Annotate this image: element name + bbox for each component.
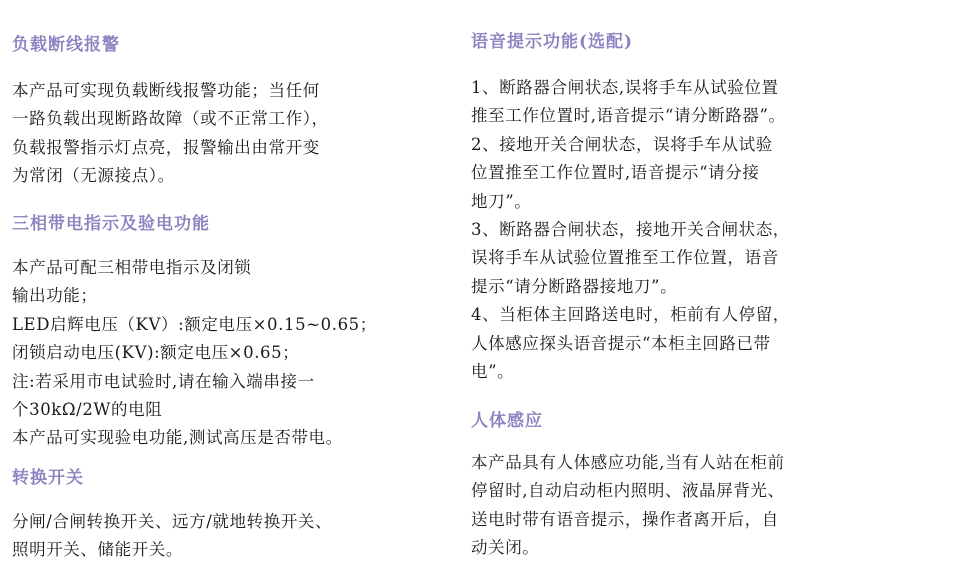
section-body-sensing [471, 409, 911, 563]
section-body-three-phase [12, 254, 432, 453]
section-body-voice [471, 74, 911, 386]
section-switch [12, 466, 432, 565]
text-line: 负载报警指示灯点亮，报警输出由常开变 [12, 137, 320, 157]
text-line: 电”。 [471, 361, 515, 381]
text-line: 误将手车从试验位置推至工作位置，语音 [471, 248, 779, 268]
section-title-load-alarm: 负载断线报警 [12, 35, 120, 55]
text-line: 地刀”。 [471, 191, 532, 211]
text-line: 1、断路器合闸状态,误将手车从试验位置 [471, 78, 779, 97]
section-body-switch [12, 508, 432, 565]
text-line: 3、断路器合闸状态，接地开关合闸状态， [471, 219, 790, 239]
text-line: 为常闭（无源接点）。 [12, 166, 175, 186]
text-line: 注:若采用市电试验时,请在输入端串接一 [12, 371, 315, 391]
text-line: 闭锁启动电压(KV):额定电压×0.65； [12, 343, 300, 363]
section-title-three-phase: 三相带电指示及验电功能 [12, 214, 210, 234]
text-line: 停留时,自动启动柜内照明、液晶屏背光、 [471, 481, 785, 501]
text-line: 个30kΩ/2W的电阻 [12, 399, 163, 419]
section-body-body-sensing [471, 449, 911, 563]
text-line: 人体感应探头语音提示“本柜主回路已带 [471, 333, 771, 353]
text-line: 推至工作位置时,语音提示“请分断路器”。 [471, 106, 786, 126]
section-voice [471, 30, 911, 386]
text-line: 2、接地开关合闸状态，误将手车从试验 [471, 134, 773, 154]
text-line: 本产品可配三相带电指示及闭锁 [12, 258, 252, 277]
text-line: 位置推至工作位置时,语音提示“请分接 [471, 163, 760, 183]
text-line: 照明开关、储能开关。 [12, 540, 183, 560]
section-title-switch: 转换开关 [12, 468, 84, 488]
text-line: 4、当柜体主回路送电时，柜前有人停留， [471, 305, 790, 325]
text-line: 送电时带有语音提示，操作者离开后，自 [471, 509, 779, 529]
section-title-body-sensing: 人体感应 [471, 411, 543, 431]
section-load-alarm [12, 33, 432, 191]
section-body-load-alarm [12, 77, 432, 191]
text-line: 本产品可实现验电功能,测试高压是否带电。 [12, 428, 343, 448]
text-line: 本产品具有人体感应功能,当有人站在柜前 [471, 453, 785, 472]
text-line: 输出功能； [12, 286, 98, 306]
text-line: LED启辉电压（KV）:额定电压×0.15~0.65； [12, 314, 377, 334]
section-title-voice: 语音提示功能(选配) [471, 32, 634, 52]
text-line: 提示“请分断路器接地刀”。 [471, 276, 678, 296]
section-three-phase [12, 212, 432, 453]
text-line: 一路负载出现断路故障（或不正常工作）， [12, 109, 329, 129]
text-line: 本产品可实现负载断线报警功能；当任何 [12, 81, 320, 100]
text-line: 分闸/合闸转换开关、远方/就地转换开关、 [12, 512, 333, 531]
text-line: 动关闭。 [471, 538, 540, 558]
